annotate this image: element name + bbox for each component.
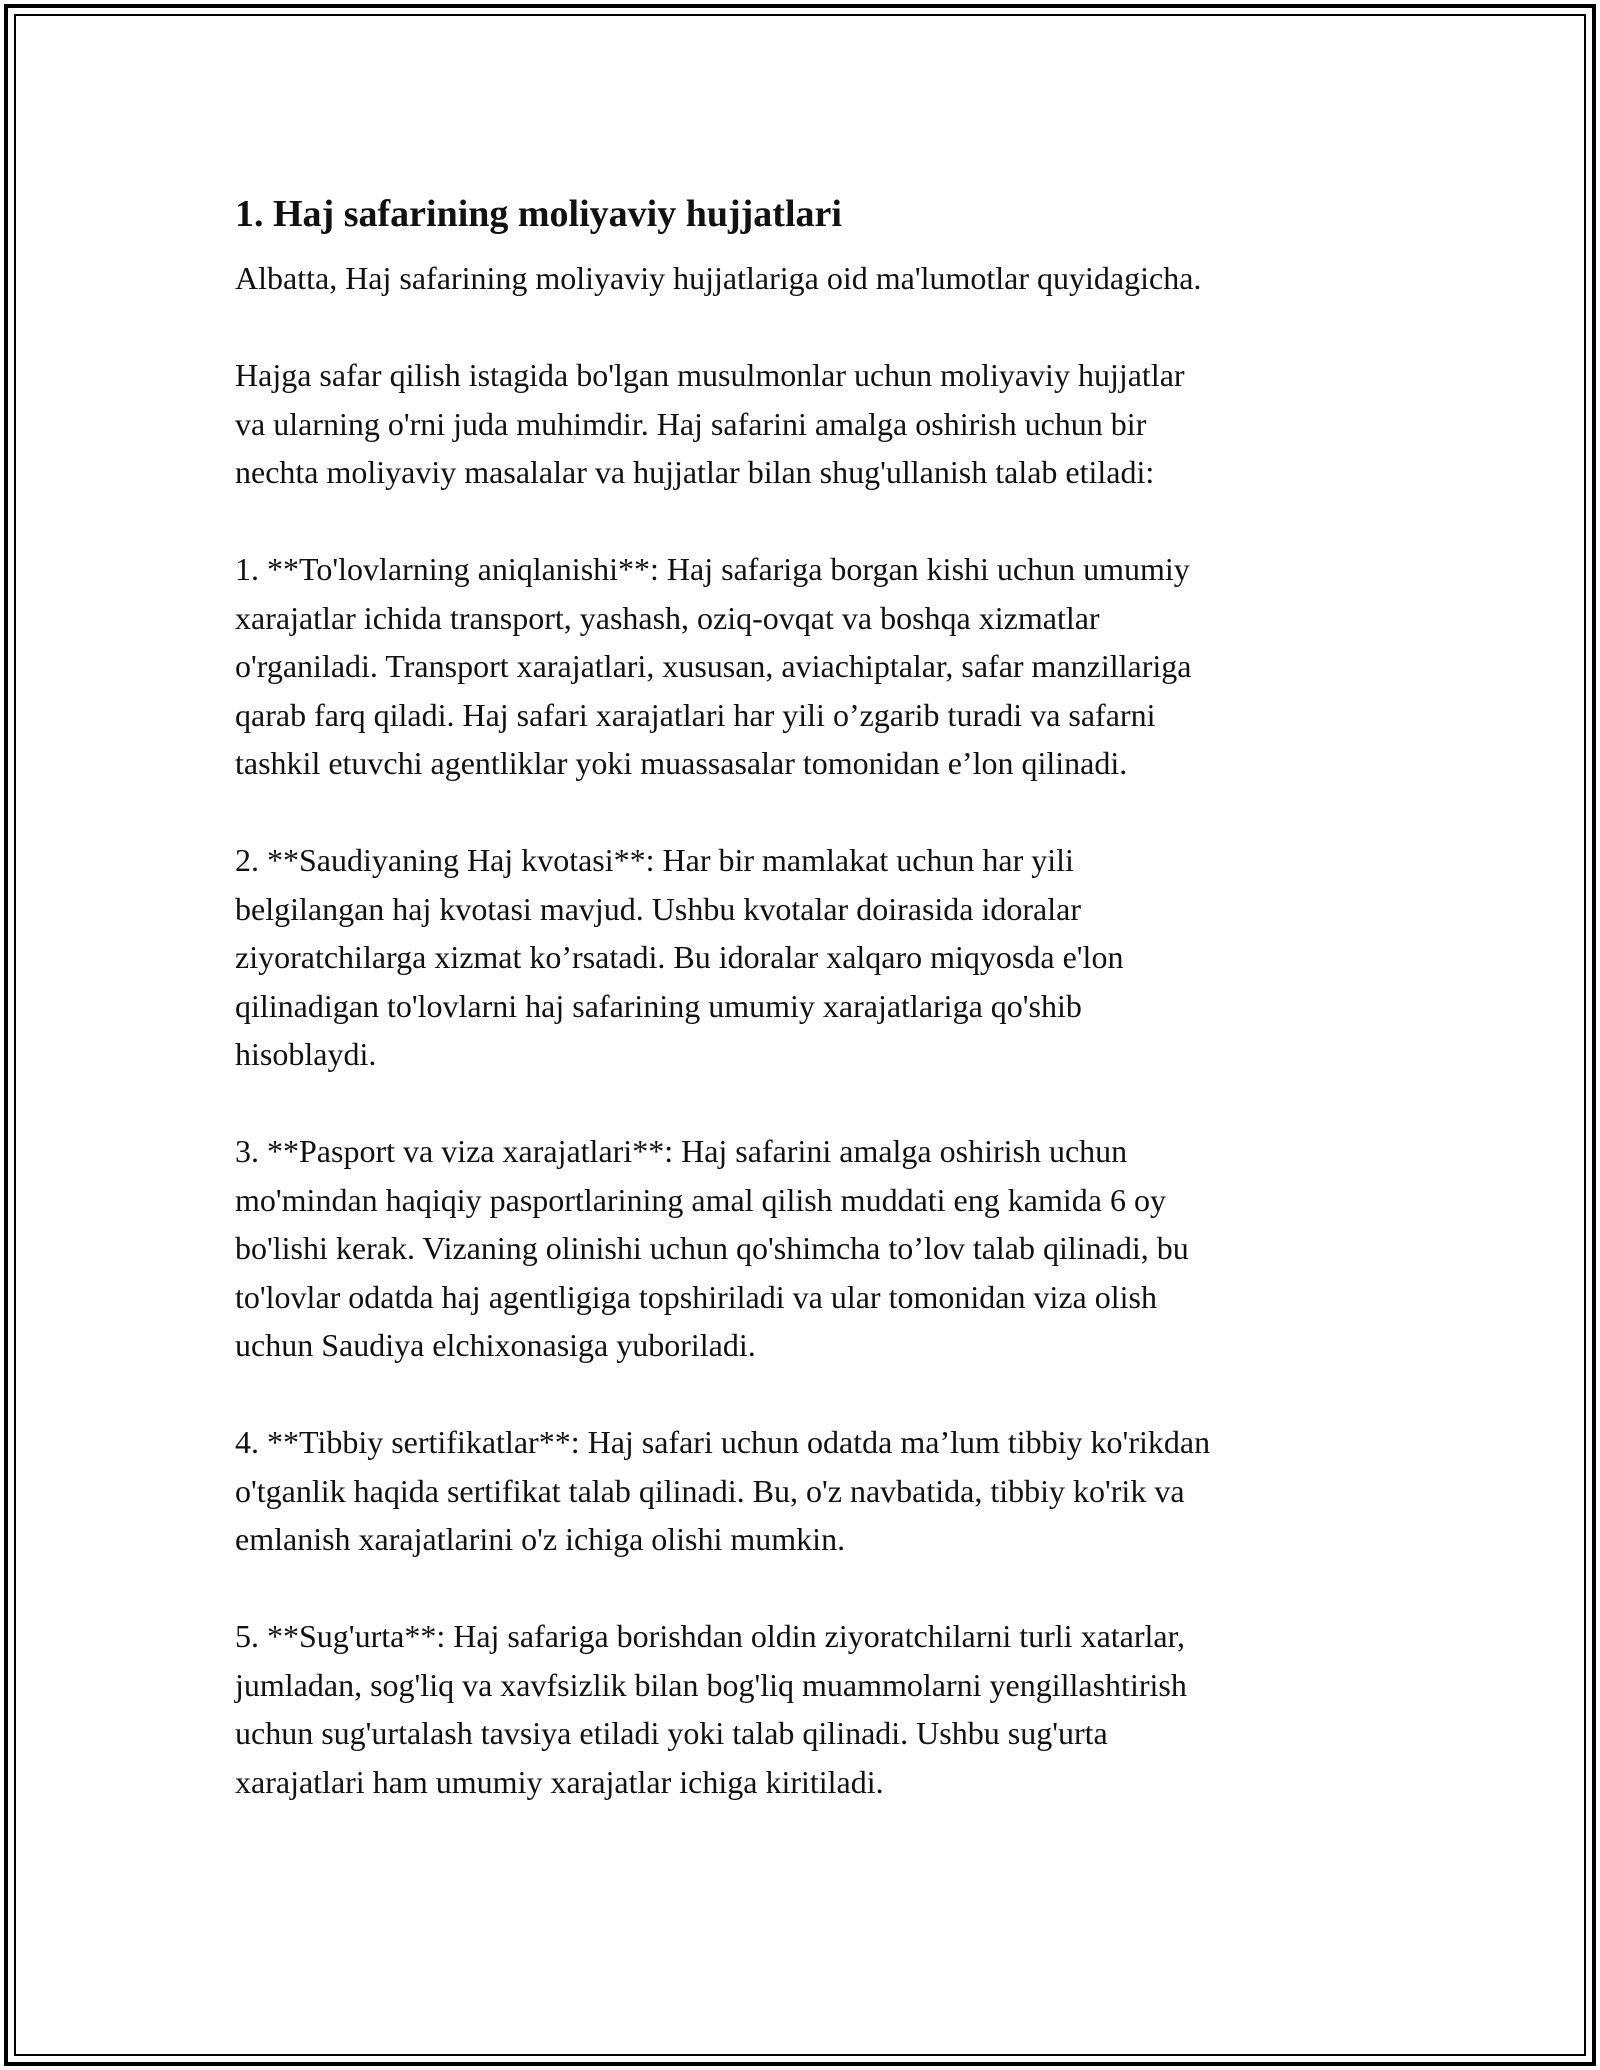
item-quota-paragraph: 2. **Saudiyaning Haj kvotasi**: Har bir mamlakat uchun har yili belgilangan haj kvotasi mavjud. Ushbu kvotalar doirasida idoralar ziyoratchilarga xizmat ko’rsatadi. Bu idoralar xalqaro miqyosda e'lon qilinadigan to'lovlarni haj safarining umumiy xarajatlariga qo'shib hisoblaydi. <box>235 842 1124 1072</box>
item-passport-visa-paragraph: 3. **Pasport va viza xarajatlari**: Haj safarini amalga oshirish uchun mo'mindan haqiqiy pasportlarining amal qilish muddati eng kamida 6 oy bo'lishi kerak. Vizaning olinishi uchun qo'shimcha to’lov talab qilinadi, bu to'lovlar odatda haj agentligiga topshiriladi va ular tomonidan viza olish uchun Saudiya elchixonasiga yuboriladi. <box>235 1133 1189 1363</box>
item-medical-paragraph: 4. **Tibbiy sertifikatlar**: Haj safari uchun odatda ma’lum tibbiy ko'rikdan o'tganlik haqida sertifikat talab qilinadi. Bu, o'z navbatida, tibbiy ko'rik va emlanish xarajatlarini o'z ichiga olishi mumkin. <box>235 1424 1211 1557</box>
item-insurance-paragraph: 5. **Sug'urta**: Haj safariga borishdan oldin ziyoratchilarni turli xatarlar, jumladan, sog'liq va xavfsizlik bilan bog'liq muammolarni yengillashtirish uchun sug'urtalash tavsiya etiladi yoki talab qilinadi. Ushbu sug'urta xarajatlari ham umumiy xarajatlar ichiga kiritiladi. <box>235 1618 1187 1800</box>
item-payments-paragraph: 1. **To'lovlarning aniqlanishi**: Haj safariga borgan kishi uchun umumiy xarajatlar ichida transport, yashash, oziq-ovqat va boshqa xizmatlar o'rganiladi. Transport xarajatlari, xususan, aviachiptalar, safar manzillariga qarab farq qiladi. Haj safari xarajatlari har yili o’zgarib turadi va safarni tashkil etuvchi agentliklar yoki muassasalar tomonidan e’lon qilinadi. <box>235 551 1192 781</box>
overview-paragraph: Hajga safar qilish istagida bo'lgan musulmonlar uchun moliyaviy hujjatlar va ularning o'rni juda muhimdir. Haj safarini amalga oshirish uchun bir nechta moliyaviy masalalar va hujjatlar bilan shug'ullanish talab etiladi: <box>235 357 1185 490</box>
intro-paragraph: Albatta, Haj safarining moliyaviy hujjatlariga oid ma'lumotlar quyidagicha. <box>235 260 1202 296</box>
document-title: 1. Haj safarining moliyaviy hujjatlari <box>235 193 842 235</box>
document-body <box>235 188 1375 1855</box>
